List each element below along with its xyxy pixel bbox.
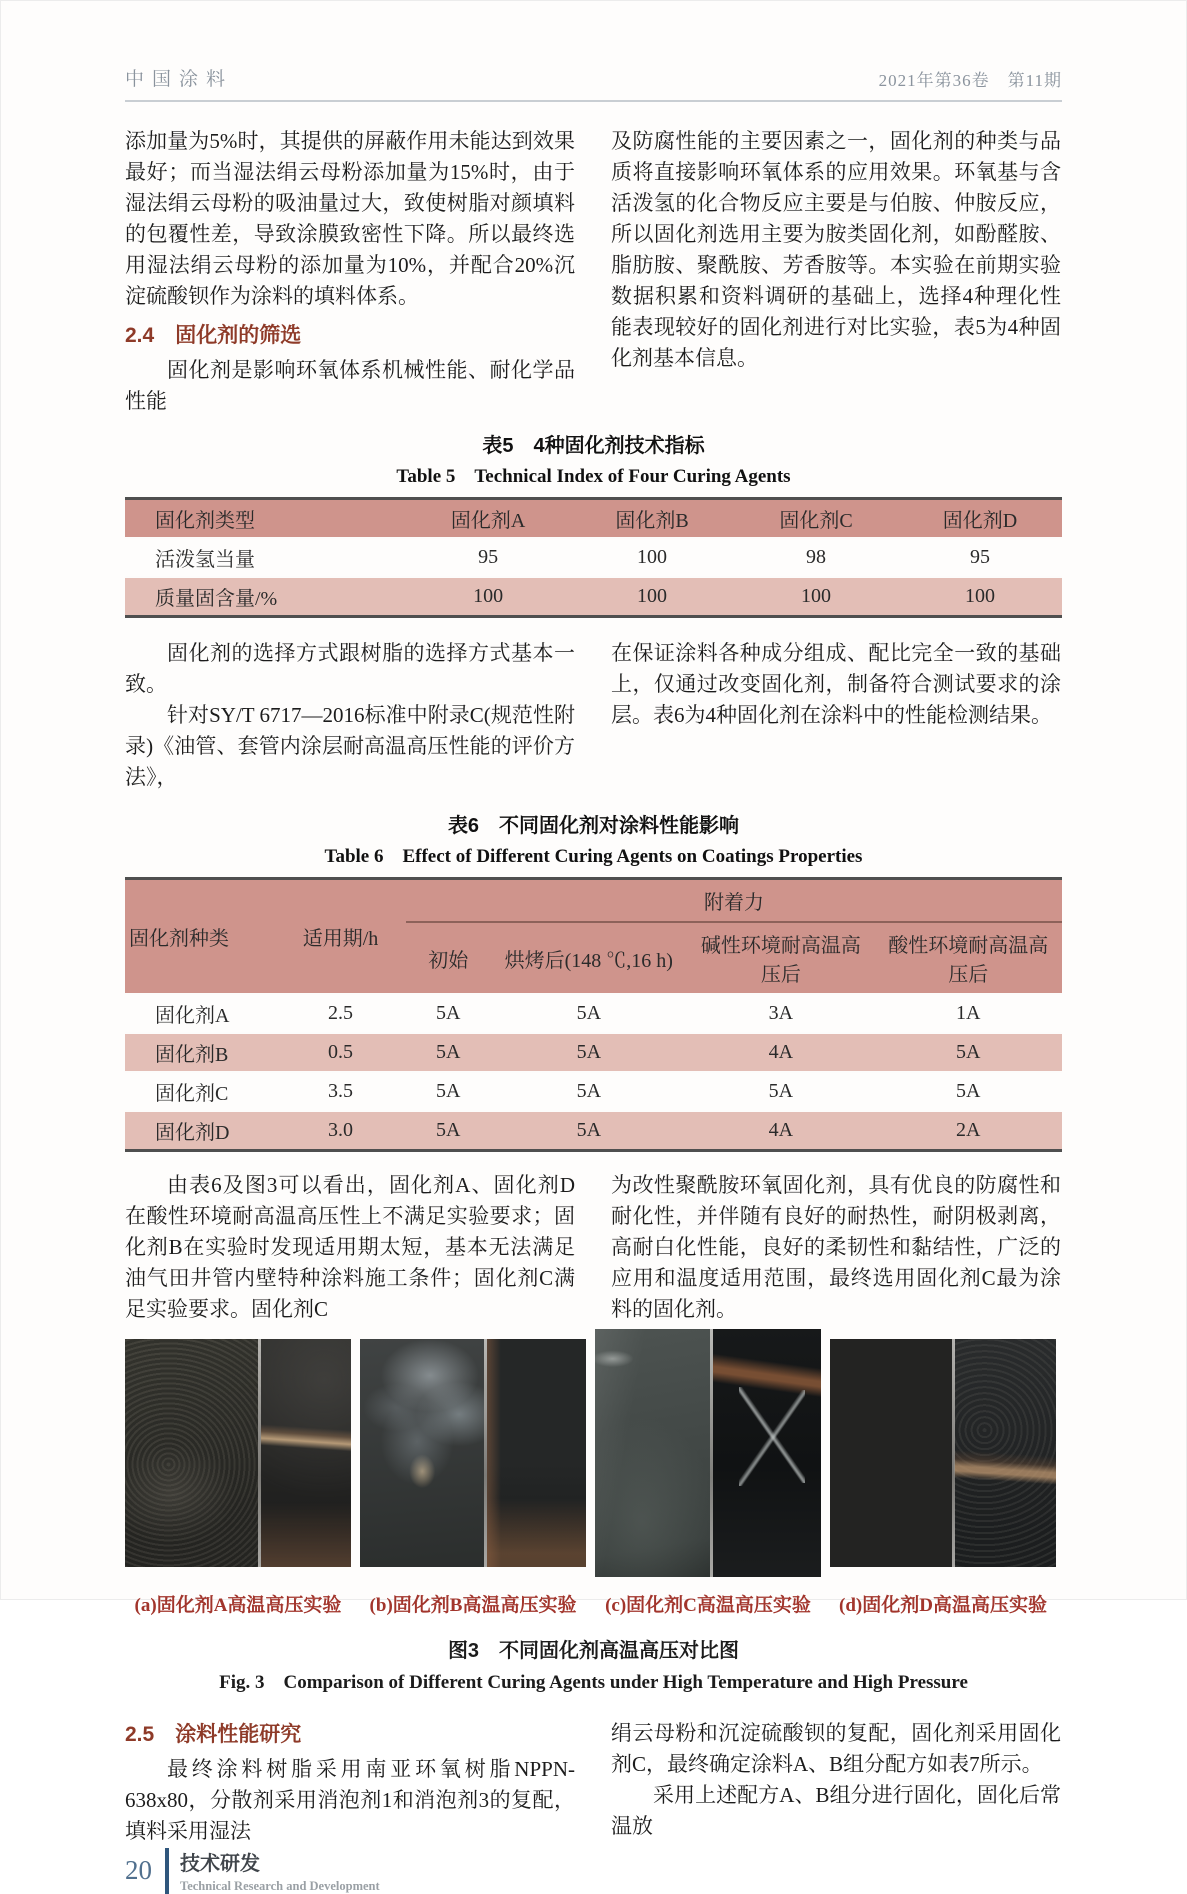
cell: 5A bbox=[436, 1080, 461, 1102]
photo-panel bbox=[360, 1339, 487, 1567]
table-row bbox=[125, 1072, 1062, 1111]
cell: 2.5 bbox=[327, 1002, 353, 1024]
cell: 质量固含量/% bbox=[125, 577, 406, 617]
cell: 5A bbox=[436, 1002, 461, 1024]
photo-curing-agent-b bbox=[360, 1339, 586, 1567]
cell: 4A bbox=[687, 1033, 874, 1072]
figure3-photos bbox=[125, 1339, 1062, 1577]
cell: 98 bbox=[806, 546, 827, 568]
table-row bbox=[125, 1033, 1062, 1072]
cell: 3A bbox=[768, 1002, 794, 1024]
table6 bbox=[125, 877, 1062, 1152]
section-heading-2-4: 2.4 固化剂的筛选 bbox=[125, 324, 302, 347]
cell: 固化剂A bbox=[155, 1005, 230, 1027]
figure-caption-b: (b)固化剂B高温高压实验 bbox=[369, 1595, 577, 1616]
footer-section-en: Technical Research and Development bbox=[180, 1879, 380, 1893]
cell: 固化剂C bbox=[155, 1083, 229, 1105]
cell: 100 bbox=[570, 577, 734, 617]
column-header: 固化剂C bbox=[734, 499, 898, 539]
cell: 活泼氢当量 bbox=[155, 549, 255, 571]
paragraph: 及防腐性能的主要因素之一，固化剂的种类与品质将直接影响环氧体系的应用效果。环氧基与含活泼氢的化合物反应主要是与伯胺、仲胺反应，所以固化剂选用主要为胺类固化剂，如酚醛胺、脂肪胺、聚酰胺、芳香胺等。本实验在前期实验数据积累和资料调研的基础上，选择4种理化性能表现较好的固化剂进行对比实验，表5为4种固化剂基本信息。 bbox=[611, 129, 1061, 370]
panel-seam bbox=[710, 1329, 713, 1577]
paragraph: 采用上述配方A、B组分进行固化，固化后常温放 bbox=[611, 1783, 1061, 1838]
cell: 固化剂D bbox=[125, 1111, 275, 1151]
cell: 5A bbox=[875, 1033, 1062, 1072]
paragraph: 为改性聚酰胺环氧固化剂，具有优良的防腐性和耐化性，并伴随有良好的耐热性，耐阴极剥离，高耐白化性能，良好的柔韧性和黏结性，广泛的应用和温度适用范围，最终选用固化剂C最为涂料的固化剂。 bbox=[611, 1173, 1061, 1321]
paragraph: 针对SY/T 6717—2016标准中附录C(规范性附录)《油管、套管内涂层耐高温高压性能的评价方法》， bbox=[125, 703, 575, 789]
paragraph: 在保证涂料各种成分组成、配比完全一致的基础上，仅通过改变固化剂，制备符合测试要求的涂层。表6为4种固化剂在涂料中的性能检测结果。 bbox=[611, 641, 1061, 727]
page-header bbox=[125, 64, 1062, 102]
journal-name: 中国涂料 bbox=[125, 69, 234, 90]
left-column-3 bbox=[125, 1170, 575, 1325]
cell: 5A bbox=[490, 1033, 687, 1072]
column-header: 固化剂种类 bbox=[125, 879, 275, 995]
photo-panel bbox=[125, 1339, 261, 1567]
figure3-block bbox=[125, 1325, 1062, 1694]
photo-panel bbox=[261, 1339, 351, 1567]
footer-section-labels bbox=[180, 1847, 380, 1894]
table5-block bbox=[125, 429, 1062, 618]
paragraph: 添加量为5%时，其提供的屏蔽作用未能达到效果最好；而当湿法绢云母粉添加量为15%时，由于湿法绢云母粉的吸油量过大，致使树脂对颜填料的包覆性差，导致涂膜致密性下降。所以最终选用湿法绢云母粉的添加量为10%，并配合20%沉淀硫酸钡作为涂料的填料体系。 bbox=[125, 129, 575, 308]
column-header: 适用期/h bbox=[275, 879, 406, 995]
text-block-1 bbox=[125, 126, 1062, 417]
left-column-2 bbox=[125, 638, 575, 793]
panel-seam bbox=[952, 1339, 955, 1567]
photo-panel bbox=[713, 1329, 821, 1577]
figure3-title-zh: 图3 不同固化剂高温高压对比图 bbox=[447, 1640, 740, 1662]
photo-curing-agent-a bbox=[125, 1339, 351, 1567]
paragraph: 最终涂料树脂采用南亚环氧树脂NPPN-638x80，分散剂采用消泡剂1和消泡剂3的复配，填料采用湿法 bbox=[125, 1757, 575, 1843]
right-column-2 bbox=[611, 638, 1061, 793]
cell: 95 bbox=[970, 546, 990, 568]
cell: 3.0 bbox=[275, 1111, 406, 1151]
panel-seam bbox=[484, 1339, 487, 1567]
section-heading-2-5: 2.5 涂料性能研究 bbox=[125, 1723, 302, 1746]
right-column-4 bbox=[611, 1718, 1061, 1847]
cell: 3.5 bbox=[327, 1080, 353, 1102]
page-number: 20 bbox=[125, 1855, 152, 1885]
column-header: 酸性环境耐高温高压后 bbox=[875, 922, 1062, 994]
cell: 5A bbox=[490, 1111, 687, 1151]
cell: 5A bbox=[576, 1002, 602, 1024]
cell: 4A bbox=[687, 1111, 874, 1151]
table-row bbox=[125, 994, 1062, 1033]
cell: 5A bbox=[576, 1080, 602, 1102]
figure-caption-d: (d)固化剂D高温高压实验 bbox=[839, 1595, 1047, 1616]
text-block-3 bbox=[125, 1170, 1062, 1325]
cell: 5A bbox=[406, 1033, 490, 1072]
column-header: 固化剂类型 bbox=[125, 499, 406, 539]
table-row bbox=[125, 538, 1062, 577]
left-column-1 bbox=[125, 126, 575, 417]
page-footer bbox=[125, 1847, 1062, 1894]
figure-caption-c: (c)固化剂C高温高压实验 bbox=[605, 1595, 811, 1616]
photo-curing-agent-d bbox=[830, 1339, 1056, 1567]
figure3-captions bbox=[125, 1590, 1062, 1617]
cell: 100 bbox=[637, 546, 668, 568]
cell: 固化剂B bbox=[125, 1033, 275, 1072]
paragraph: 绢云母粉和沉淀硫酸钡的复配，固化剂采用固化剂C，最终确定涂料A、B组分配方如表7所示。 bbox=[611, 1721, 1061, 1776]
photo-curing-agent-c bbox=[595, 1329, 821, 1577]
paragraph: 固化剂是影响环氧体系机械性能、耐化学品性能 bbox=[125, 358, 575, 413]
photo-panel bbox=[830, 1339, 954, 1567]
cell: 100 bbox=[898, 577, 1062, 617]
column-group-header: 附着力 bbox=[406, 879, 1062, 923]
cell: 5A bbox=[956, 1080, 981, 1102]
table5-title-zh: 表5 4种固化剂技术指标 bbox=[482, 435, 705, 457]
table5 bbox=[125, 497, 1062, 618]
panel-seam bbox=[258, 1339, 261, 1567]
column-header: 初始 bbox=[406, 922, 490, 994]
paragraph: 由表6及图3可以看出，固化剂A、固化剂D在酸性环境耐高温高压性上不满足实验要求；固化剂B在实验时发现适用期太短，基本无法满足油气田井管内壁特种涂料施工条件；固化剂C满足实验要求。固化剂C bbox=[125, 1173, 575, 1321]
footer-divider-bar bbox=[165, 1848, 169, 1894]
cell: 0.5 bbox=[275, 1033, 406, 1072]
cell: 95 bbox=[478, 546, 499, 568]
left-column-4 bbox=[125, 1718, 575, 1847]
table-row bbox=[125, 1111, 1062, 1151]
cell: 100 bbox=[406, 577, 570, 617]
text-block-4 bbox=[125, 1718, 1062, 1847]
figure3-title-en: Fig. 3 Comparison of Different Curing Agents under High Temperature and High Pressure bbox=[219, 1672, 968, 1693]
cell: 1A bbox=[956, 1002, 981, 1024]
table5-title-en: Table 5 Technical Index of Four Curing Agents bbox=[396, 466, 791, 487]
cell: 5A bbox=[406, 1111, 490, 1151]
issue-info: 2021年第36卷 第11期 bbox=[878, 71, 1062, 90]
right-column-3 bbox=[611, 1170, 1061, 1325]
table6-header-row-1 bbox=[125, 879, 1062, 923]
photo-panel bbox=[487, 1339, 586, 1567]
column-header: 固化剂A bbox=[406, 499, 570, 539]
column-header: 固化剂D bbox=[898, 499, 1062, 539]
text-block-2 bbox=[125, 638, 1062, 793]
paragraph: 固化剂的选择方式跟树脂的选择方式基本一致。 bbox=[125, 641, 575, 696]
table-row bbox=[125, 577, 1062, 617]
photo-panel bbox=[954, 1339, 1056, 1567]
cell: 2A bbox=[875, 1111, 1062, 1151]
column-header: 烘烤后(148 ℃,16 h) bbox=[490, 922, 687, 994]
column-header: 碱性环境耐高温高压后 bbox=[687, 922, 874, 994]
cell: 100 bbox=[734, 577, 898, 617]
photo-panel bbox=[595, 1329, 713, 1577]
table6-title-zh: 表6 不同固化剂对涂料性能影响 bbox=[447, 815, 740, 837]
table6-title-en: Table 6 Effect of Different Curing Agents on Coatings Properties bbox=[324, 846, 863, 867]
table5-header-row bbox=[125, 499, 1062, 539]
column-header: 固化剂B bbox=[570, 499, 734, 539]
right-column-1 bbox=[611, 126, 1061, 417]
footer-section-zh: 技术研发 bbox=[180, 1853, 260, 1875]
figure-caption-a: (a)固化剂A高温高压实验 bbox=[134, 1595, 342, 1616]
cell: 5A bbox=[768, 1080, 794, 1102]
table6-block bbox=[125, 809, 1062, 1152]
